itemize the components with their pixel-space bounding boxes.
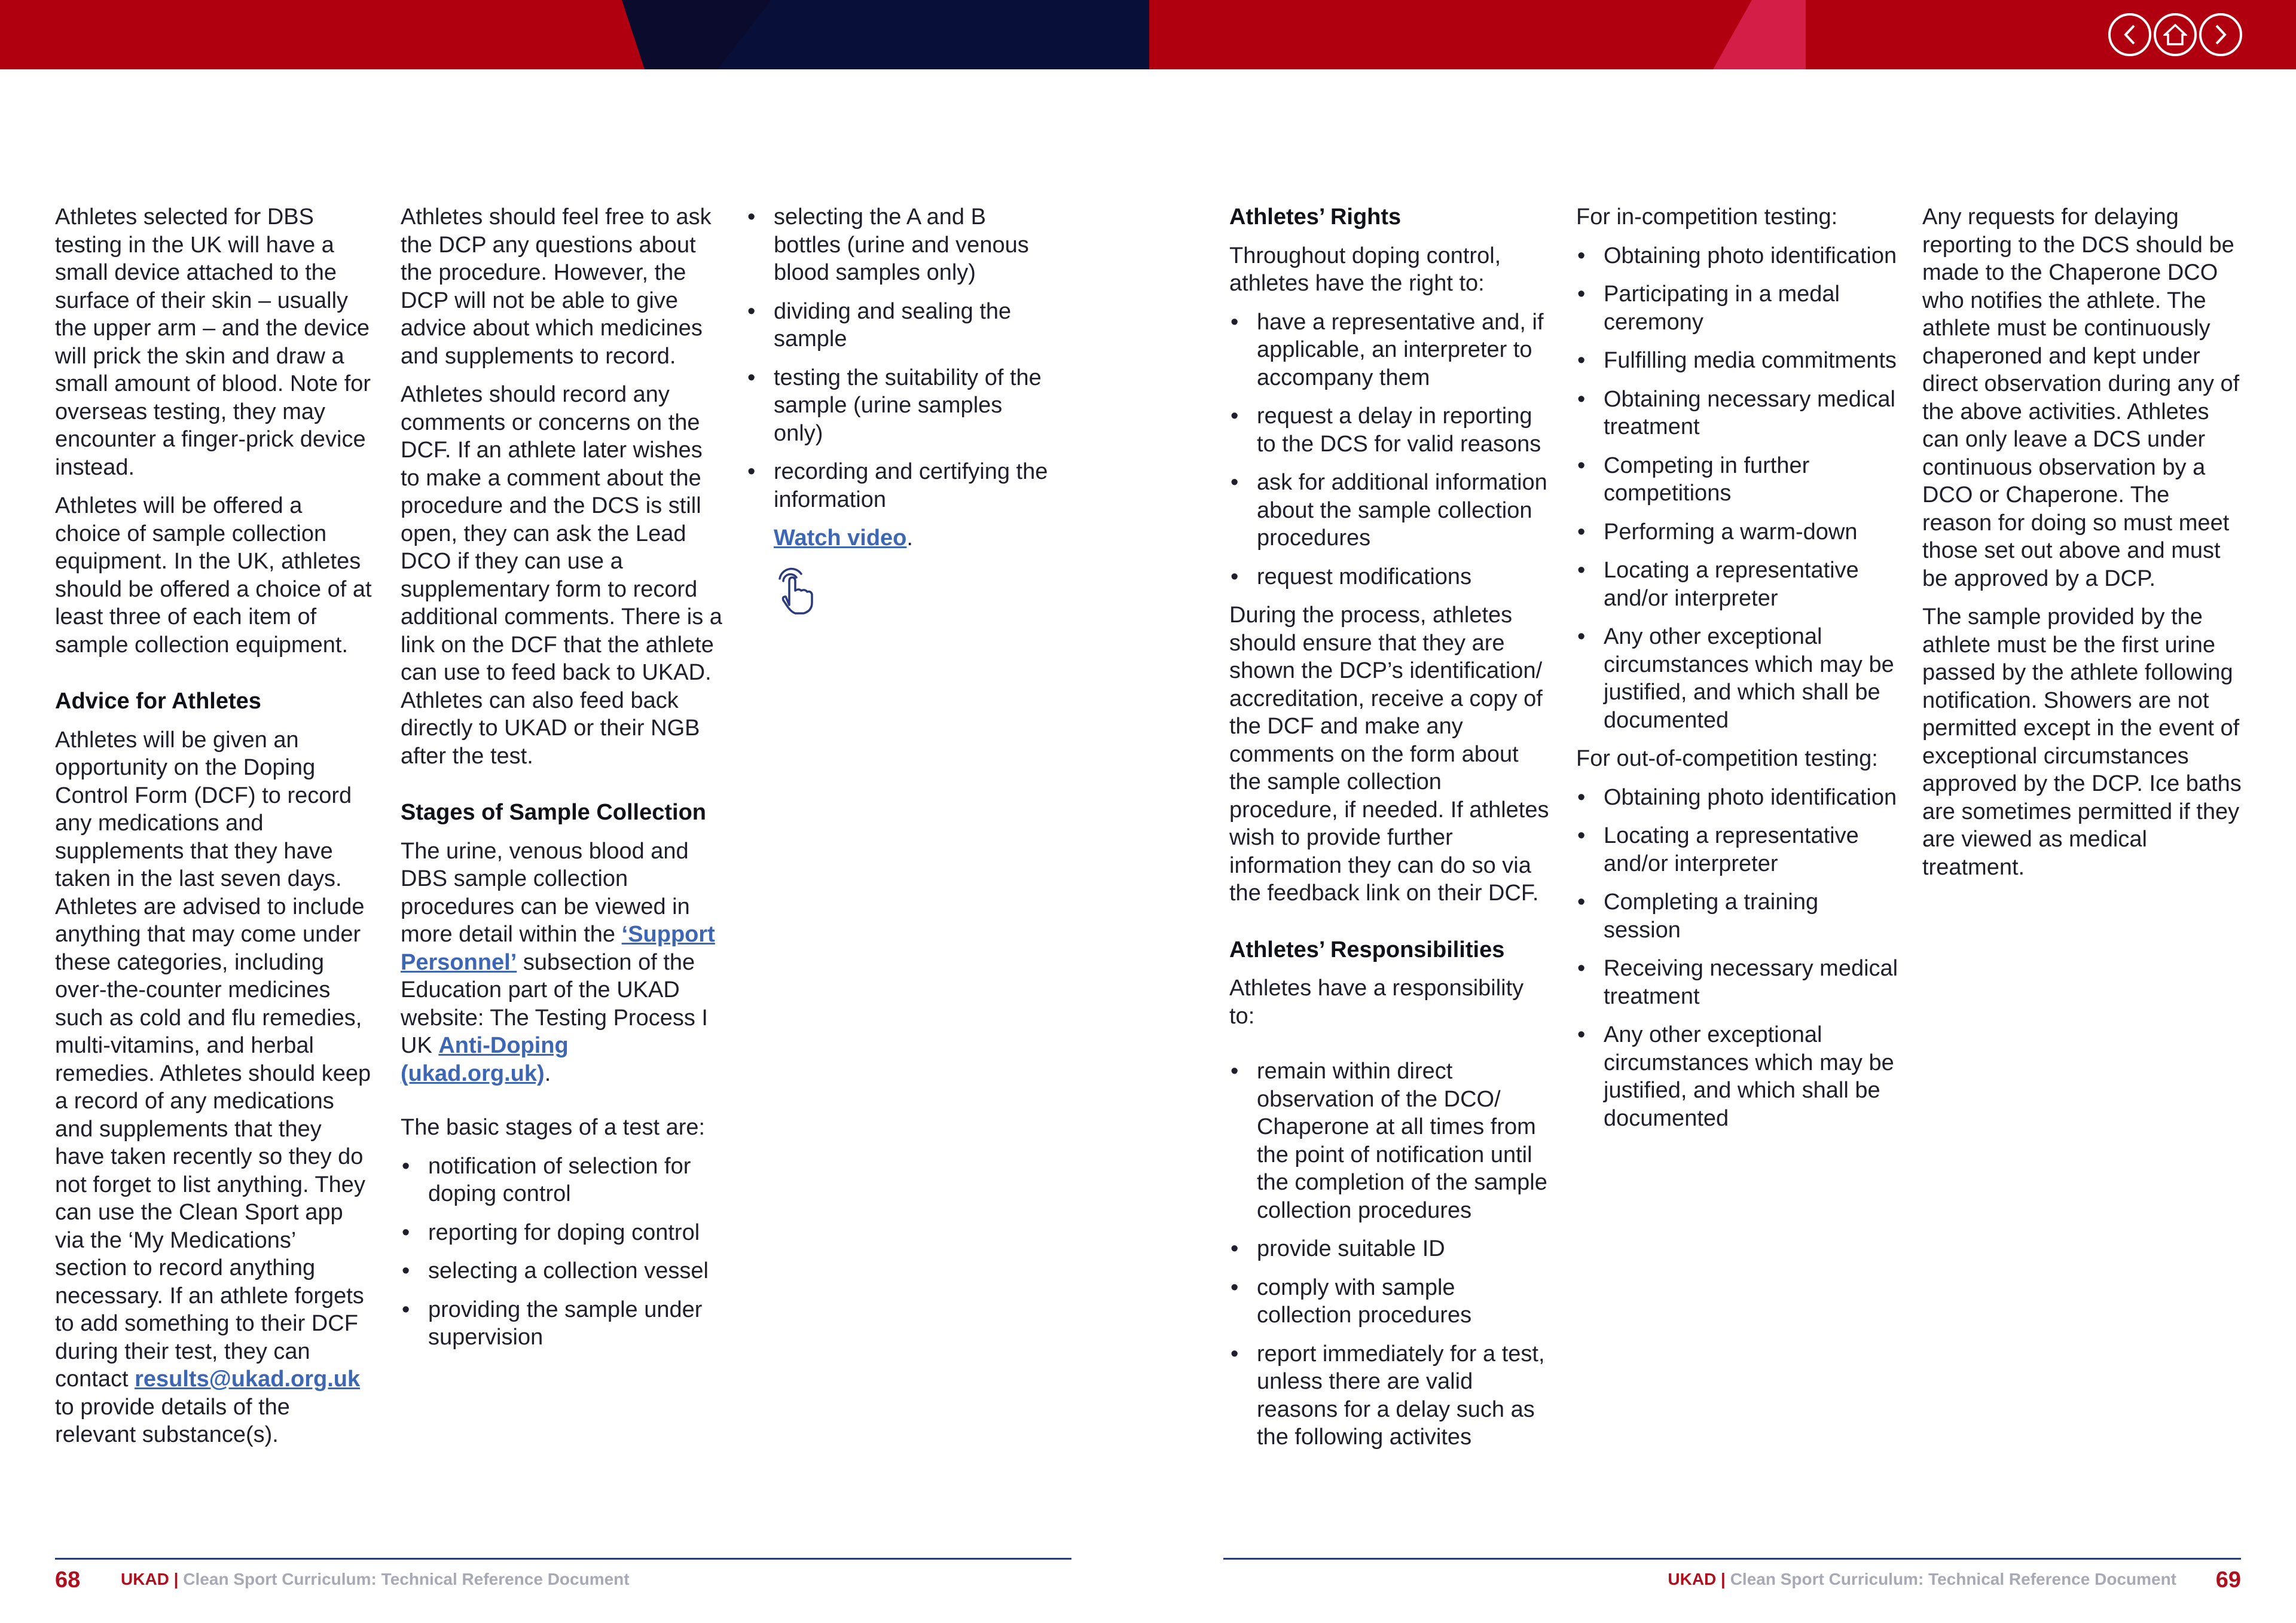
list-item: • ask for additional information about the sample collection procedures [1229, 469, 1552, 552]
stages-list [401, 1153, 723, 1352]
paragraph [55, 726, 372, 1449]
list-item: • comply with sample collection procedures [1229, 1274, 1552, 1329]
brand: UKAD [121, 1570, 169, 1588]
list-item: • dividing and sealing the sample [746, 298, 1057, 353]
paragraph [401, 838, 723, 1088]
list-item: • Locating a representative and/or interpreter [1576, 822, 1899, 878]
list-item: • have a representative and, if applicable, an interpreter to accompany them [1229, 308, 1552, 392]
top-banner [0, 0, 2296, 69]
list-item: • testing the suitability of the sample (urine samples only) [746, 364, 1057, 448]
list-item: • Participating in a medal ceremony [1576, 280, 1899, 336]
in-competition-heading: For in-competition testing: [1576, 204, 1838, 230]
heading-athletes-rights: Athletes’ Rights [1229, 204, 1402, 230]
doc-title: Clean Sport Curriculum: Technical Reference Document [183, 1570, 630, 1588]
heading-stages-of-sample-collection: Stages of Sample Collection [401, 800, 706, 825]
list-item: • provide suitable ID [1229, 1235, 1552, 1263]
column-6 [1922, 203, 2245, 892]
paragraph-text: to provide details of the relevant substance(s). [55, 1394, 290, 1447]
watch-video-link[interactable]: Watch video [774, 525, 907, 551]
list-item: • remain within direct observation of the DCO/ Chaperone at all times from the point of notification until the completion of the sample collection procedures [1229, 1057, 1552, 1224]
list-item: • Receiving necessary medical treatment [1576, 955, 1899, 1010]
email-link[interactable]: results@ukad.org.uk [135, 1367, 361, 1392]
list-item: • Fulfilling media commitments [1576, 347, 1899, 375]
list-item: • Any other exceptional circumstances which may be justified, and which shall be documented [1576, 623, 1899, 734]
list-item: • request a delay in reporting to the DCS for valid reasons [1229, 402, 1552, 458]
separator: | [1716, 1570, 1730, 1588]
paragraph: The basic stages of a test are: [401, 1115, 706, 1140]
ukad-website-link[interactable]: Anti-Doping (ukad.org.uk) [401, 1033, 569, 1086]
list-item: • Obtaining necessary medical treatment [1576, 386, 1899, 441]
support-personnel-link[interactable]: ‘Support Personnel’ [401, 922, 715, 975]
paragraph-text: subsection of the Education part of the UKAD website: The Testing Process I UK [401, 949, 708, 1058]
out-of-competition-heading: For out-of-competition testing: [1576, 746, 1878, 771]
list-item: • notification of selection for doping control [401, 1153, 723, 1208]
list-item: • Any other exceptional circumstances which may be justified, and which shall be documented [1576, 1021, 1899, 1132]
responsibilities-list [1229, 1057, 1552, 1451]
column-3 [746, 203, 1057, 621]
list-item: • Competing in further competitions [1576, 452, 1899, 508]
paragraph-text: Athletes will be given an opportunity on the Doping Control Form (DCF) to record any medications and supplements that they have taken in the last seven days. Athletes are advised to include anything that may come under these categories, including over-the-counter medicines such as cold and flu remedies, multi-vitamins, and herbal remedies. Athletes should keep a record of any medications and supplements that they have taken recently so they do not forget to list anything. They can use the Clean Sport app via the ‘My Medications’ section to record anything necessary. If an athlete forgets to add something to their DCF during their test, they can contact [55, 727, 371, 1392]
list-item: • recording and certifying the information [746, 458, 1057, 514]
list-item: • report immediately for a test, unless there are valid reasons for a delay such as the following activites [1229, 1340, 1552, 1451]
video-line [746, 524, 1057, 552]
paragraph: Any requests for delaying reporting to the DCS should be made to the Chaperone DCO who notifies the athlete. The athlete must be continuously chaperoned and kept under direct observation during any of the above activities. Athletes can only leave a DCS under continuous observation by a DCO or Chaperone. The reason for doing so must meet those set out above and must be approved by a DCP. [1922, 204, 2240, 591]
paragraph-text: The urine, venous blood and DBS sample collection procedures can be viewed in more detail within the [401, 838, 690, 947]
list-item: • Obtaining photo identification [1576, 242, 1899, 270]
paragraph: Athletes selected for DBS testing in the UK will have a small device attached to the surface of their skin – usually the upper arm – and the device will prick the skin and draw a small amount of blood. Note for overseas testing, they may encounter a finger-prick device instead. [55, 204, 371, 480]
page-number-right: 69 [2215, 1567, 2241, 1593]
column-5 [1576, 203, 1899, 1143]
list-item: • reporting for doping control [401, 1219, 723, 1247]
paragraph: Throughout doping control, athletes have the right to: [1229, 243, 1501, 296]
separator: | [169, 1570, 184, 1588]
out-of-competition-list [1576, 784, 1899, 1133]
footer-right [1668, 1570, 2176, 1589]
footer-divider-left [55, 1558, 1071, 1560]
page-number-left: 68 [55, 1567, 81, 1593]
home-icon[interactable] [2154, 13, 2197, 56]
list-item: • selecting a collection vessel [401, 1257, 723, 1285]
paragraph-text: . [906, 525, 913, 551]
footer-divider-right [1223, 1558, 2241, 1560]
paragraph: Athletes should record any comments or concerns on the DCF. If an athlete later wishes to make a comment about the procedure and the DCS is still open, they can ask the Lead DCO if they can use a supplementary form to record additional comments. There is a link on the DCF that the athlete can use to feed back to UKAD. Athletes can also feed back directly to UKAD or their NGB after the test. [401, 382, 722, 769]
list-item: • Completing a training session [1576, 888, 1899, 944]
list-item: • selecting the A and B bottles (urine and venous blood samples only) [746, 203, 1057, 287]
column-4 [1229, 203, 1552, 1462]
in-competition-list [1576, 242, 1899, 735]
list-item: • Locating a representative and/or interpreter [1576, 557, 1899, 612]
list-item: • Obtaining photo identification [1576, 784, 1899, 812]
chevron-right-icon[interactable] [2199, 13, 2242, 56]
banner-graphic [0, 0, 2296, 69]
footer-left [121, 1570, 630, 1589]
paragraph: The sample provided by the athlete must be the first urine passed by the athlete following notification. Showers are not permitted except in the event of exceptional circumstances approved by the DCP. Ice baths are sometimes permitted if they are viewed as medical treatment. [1922, 604, 2242, 880]
paragraph: During the process, athletes should ensure that they are shown the DCP’s identification/ accreditation, receive a copy of the DCF and make any comments on the form about the sample collection procedure, if needed. If athletes wish to provide further information they can do so via the feedback link on their DCF. [1229, 603, 1549, 906]
rights-list [1229, 308, 1552, 591]
list-item: • request modifications [1229, 563, 1552, 591]
heading-advice-for-athletes: Advice for Athletes [55, 689, 261, 714]
list-item: • providing the sample under supervision [401, 1296, 723, 1352]
paragraph: Athletes have a responsibility to: [1229, 976, 1524, 1029]
doc-title: Clean Sport Curriculum: Technical Reference Document [1730, 1570, 2176, 1588]
page-navigation [2108, 13, 2242, 56]
heading-athletes-responsibilities: Athletes’ Responsibilities [1229, 937, 1505, 962]
column-2 [401, 203, 723, 1362]
chevron-left-icon[interactable] [2108, 13, 2151, 56]
tap-hand-icon[interactable] [746, 563, 1057, 622]
list-item: • Performing a warm-down [1576, 518, 1899, 546]
stages-list-continued [746, 203, 1057, 514]
paragraph: Athletes will be offered a choice of sample collection equipment. In the UK, athletes should be offered a choice of at least three of each item of sample collection equipment. [55, 493, 372, 658]
brand: UKAD [1668, 1570, 1717, 1588]
column-1 [55, 203, 372, 1460]
paragraph-text: . [544, 1060, 551, 1086]
paragraph: Athletes should feel free to ask the DCP any questions about the procedure. However, the DCP will not be able to give advice about which medicines and supplements to record. [401, 204, 712, 369]
